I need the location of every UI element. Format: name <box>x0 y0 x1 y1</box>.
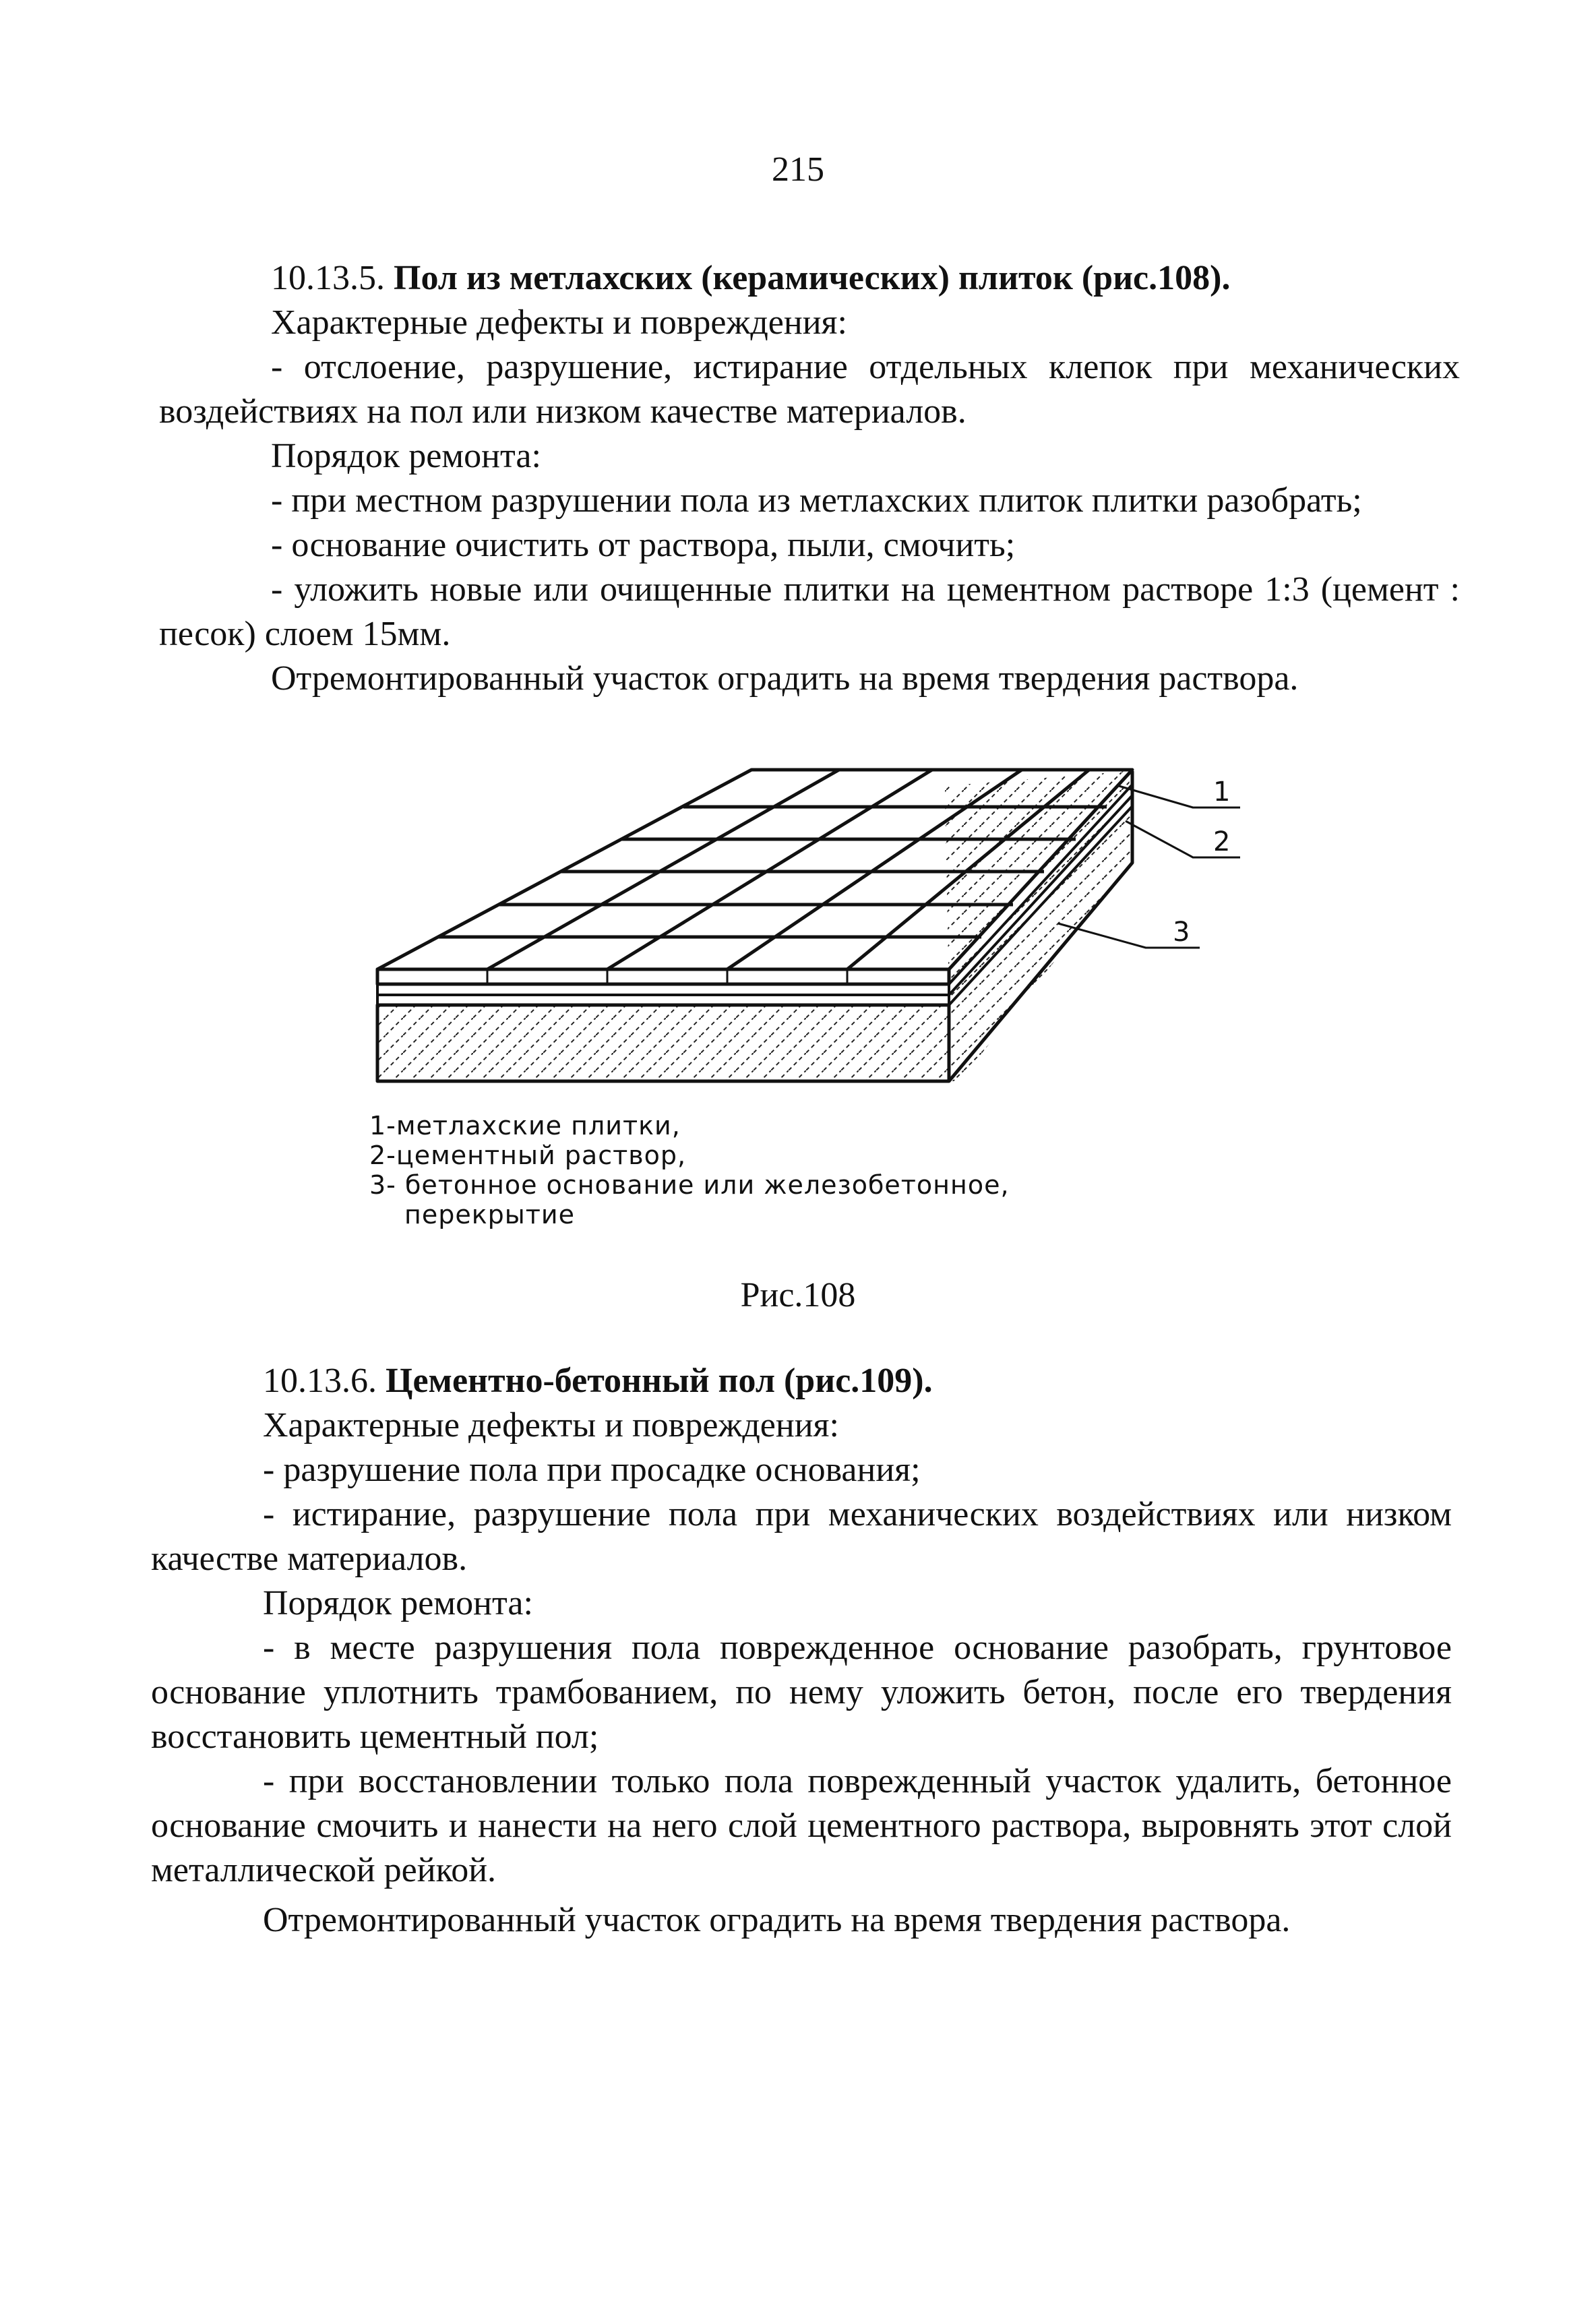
repair-item: - уложить новые или очищенные плитки на цементном растворе 1:3 (цемент : песок) слоем 15мм. <box>159 570 1460 653</box>
closing-note: Отремонтированный участок оградить на время твердения раствора. <box>263 1901 1291 1939</box>
defects-heading: Характерные дефекты и повреждения: <box>271 303 847 342</box>
figure-floor-layers <box>350 755 1294 1109</box>
repair-heading: Порядок ремонта: <box>263 1584 533 1622</box>
repair-heading: Порядок ремонта: <box>271 437 541 475</box>
defect-item: - отслоение, разрушение, истирание отдельных клепок при механических воздействиях на пол или низком качестве материалов. <box>159 348 1460 431</box>
legend-item: перекрытие <box>404 1200 576 1229</box>
section-heading <box>159 256 1460 301</box>
section-heading <box>151 1359 1452 1403</box>
section-10-13-6 <box>151 1359 1452 1943</box>
defect-item: - разрушение пола при просадке основания; <box>263 1451 921 1489</box>
closing-note: Отремонтированный участок оградить на время твердения раствора. <box>271 659 1299 698</box>
figure-caption: Рис.108 <box>740 1276 856 1314</box>
repair-item: - основание очистить от раствора, пыли, смочить; <box>271 526 1016 564</box>
callout-1: 1 <box>1213 777 1231 808</box>
repair-item: - при восстановлении только пола поврежденный участок удалить, бетонное основание смочить и нанести на него слой цементного раствора, выровнять этот слой металлической рейкой. <box>151 1762 1452 1889</box>
figure-legend <box>369 1111 1010 1229</box>
callout-3: 3 <box>1173 917 1190 948</box>
section-number: 10.13.6. <box>263 1362 377 1400</box>
defect-item: - истирание, разрушение пола при механических воздействиях или низком качестве материалов. <box>151 1495 1452 1578</box>
callout-2: 2 <box>1213 826 1231 857</box>
repair-item: - при местном разрушении пола из метлахских плиток плитки разобрать; <box>271 481 1362 520</box>
defects-heading: Характерные дефекты и повреждения: <box>263 1406 839 1444</box>
section-number: 10.13.5. <box>271 259 385 297</box>
legend-item: 2-цементный раствор, <box>369 1140 687 1170</box>
legend-item: 3- бетонное основание или железобетонное, <box>369 1170 1010 1200</box>
section-title: Цементно-бетонный пол (рис.109). <box>386 1362 933 1400</box>
section-title: Пол из метлахских (керамических) плиток (рис.108). <box>394 259 1231 297</box>
floor-layers-drawing <box>350 755 1294 1105</box>
page-number: 215 <box>772 150 824 189</box>
repair-item: - в месте разрушения пола поврежденное основание разобрать, грунтовое основание уплотнить трамбованием, по нему уложить бетон, после его твердения восстановить цементный пол; <box>151 1629 1452 1756</box>
section-10-13-5 <box>159 256 1460 701</box>
legend-item: 1-метлахские плитки, <box>369 1111 681 1140</box>
